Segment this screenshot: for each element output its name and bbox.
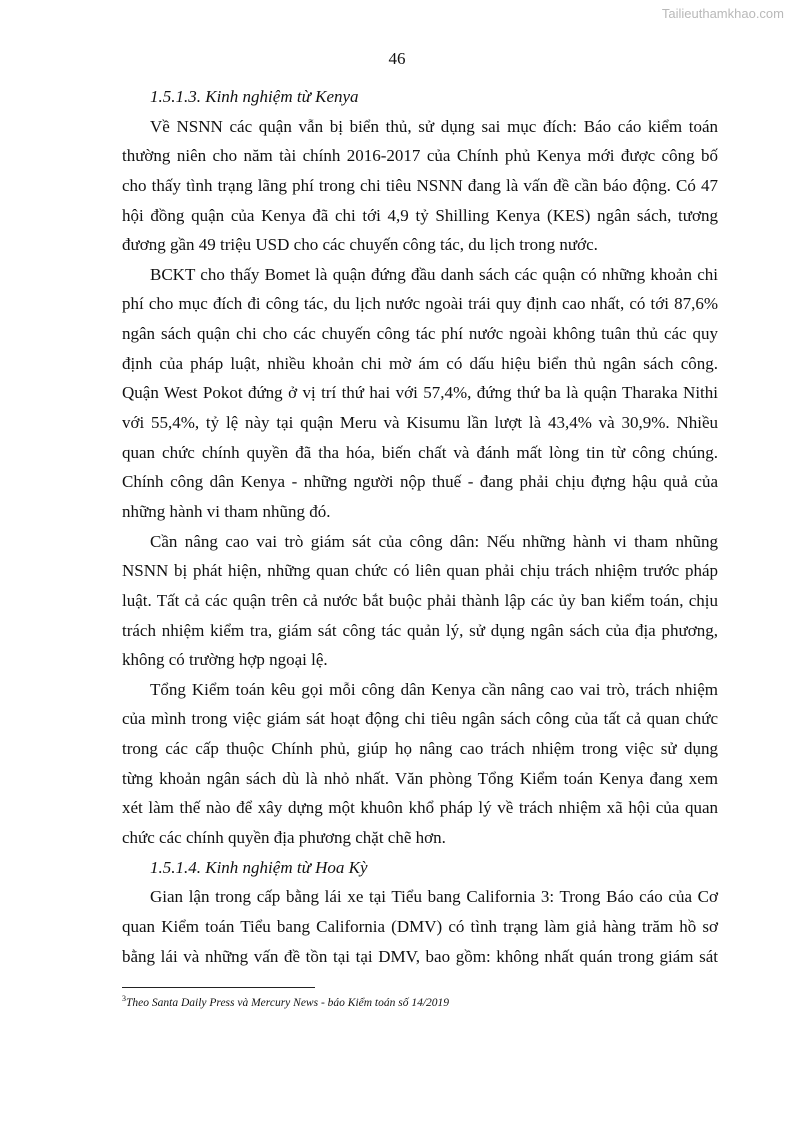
text-line: không có trường hợp ngoại lệ. xyxy=(122,650,328,670)
footnote-mark: 3 xyxy=(122,994,126,1003)
text-line: Quận West Pokot đứng ở vị trí thứ hai với 57,4%, đứng thứ ba là quận Tharaka Nithi xyxy=(122,383,718,403)
text-line: Tổng Kiểm toán kêu gọi mỗi công dân Kenya cần nâng cao vai trò, trách nhiệm xyxy=(150,679,718,699)
footnote-divider xyxy=(122,987,315,988)
text-line: Chính công dân Kenya - những người nộp thuế - đang phải chịu đựng hậu quả của xyxy=(122,472,718,492)
paragraph xyxy=(122,112,718,260)
watermark: Tailieuthamkhao.com xyxy=(661,6,784,21)
document-body xyxy=(122,82,718,971)
paragraph xyxy=(122,882,718,971)
text-line: NSNN bị phát hiện, những quan chức có liên quan phải chịu trách nhiệm trước pháp xyxy=(122,561,718,581)
section-heading: 1.5.1.4. Kinh nghiệm từ Hoa Kỳ xyxy=(150,857,368,877)
text-line: hội đồng quận của Kenya đã chi tới 4,9 tỷ Shilling Kenya (KES) ngân sách, tương xyxy=(122,205,718,225)
text-line: chức các chính quyền địa phương chặt chẽ hơn. xyxy=(122,828,446,848)
text-line: thường niên cho năm tài chính 2016-2017 của Chính phủ Kenya mới được công bố xyxy=(122,146,718,166)
text-line: đương gần 49 triệu USD cho các chuyến công tác, du lịch trong nước. xyxy=(122,235,598,255)
paragraph xyxy=(122,675,718,853)
text-line: ngân sách quận chi cho các chuyến công tác phí nước ngoài không tuân thủ các quy xyxy=(122,324,718,344)
text-line: của mình trong việc giám sát hoạt động chi tiêu ngân sách công của tất cả quan chức xyxy=(122,709,718,729)
text-line: Gian lận trong cấp bằng lái xe tại Tiểu bang California 3: Trong Báo cáo của Cơ xyxy=(150,887,718,907)
section-heading: 1.5.1.3. Kinh nghiệm từ Kenya xyxy=(150,87,359,106)
text-line: Về NSNN các quận vẫn bị biển thủ, sử dụng sai mục đích: Báo cáo kiểm toán xyxy=(150,116,718,136)
text-line: xét làm thế nào để xây dựng một khuôn khổ pháp lý về trách nhiệm xã hội của quan xyxy=(122,798,718,818)
text-line: BCKT cho thấy Bomet là quận đứng đầu danh sách các quận có những khoản chi xyxy=(150,264,718,284)
text-line: Cần nâng cao vai trò giám sát của công dân: Nếu những hành vi tham nhũng xyxy=(150,531,718,551)
text-line: những hành vi tham nhũng đó. xyxy=(122,501,331,521)
text-line: cho thấy tình trạng lãng phí trong chi tiêu NSNN đang là vấn đề cần báo động. Có 47 xyxy=(122,175,718,195)
text-line: phí cho mục đích đi công tác, du lịch nước ngoài trái quy định cao nhất, có tới 87,6% xyxy=(122,294,718,314)
text-line: quan Kiểm toán Tiểu bang California (DMV) có tình trạng làm giả hàng trăm hồ sơ xyxy=(122,916,718,936)
paragraph xyxy=(122,527,718,675)
text-line: từng khoản ngân sách dù là nhỏ nhất. Văn phòng Tổng Kiểm toán Kenya đang xem xyxy=(122,768,718,788)
page-number: 46 xyxy=(388,49,406,68)
text-line: quan chức chính quyền đã tha hóa, biến chất và đánh mất lòng tin từ công chúng. xyxy=(122,442,718,462)
paragraph xyxy=(122,260,718,527)
text-line: bằng lái và những vấn đề tồn tại tại DMV, bao gồm: không nhất quán trong giám sát xyxy=(122,946,718,966)
footnote xyxy=(122,994,449,1009)
footnote-text: Theo Santa Daily Press và Mercury News - báo Kiểm toán số 14/2019 xyxy=(126,996,450,1009)
text-line: trách nhiệm kiểm tra, giám sát công tác quản lý, sử dụng ngân sách của địa phương, xyxy=(122,620,718,640)
text-line: luật. Tất cả các quận trên cả nước bắt buộc phải thành lập các ủy ban kiểm toán, chịu xyxy=(122,590,718,610)
text-line: định của pháp luật, nhiều khoản chi mờ ám có dấu hiệu biển thủ ngân sách công. xyxy=(122,353,718,373)
text-line: trong các cấp thuộc Chính phủ, giúp họ nâng cao trách nhiệm trong việc sử dụng xyxy=(122,739,718,759)
text-line: với 55,4%, tỷ lệ này tại quận Meru và Kisumu lần lượt là 43,4% và 30,9%. Nhiều xyxy=(122,413,718,433)
